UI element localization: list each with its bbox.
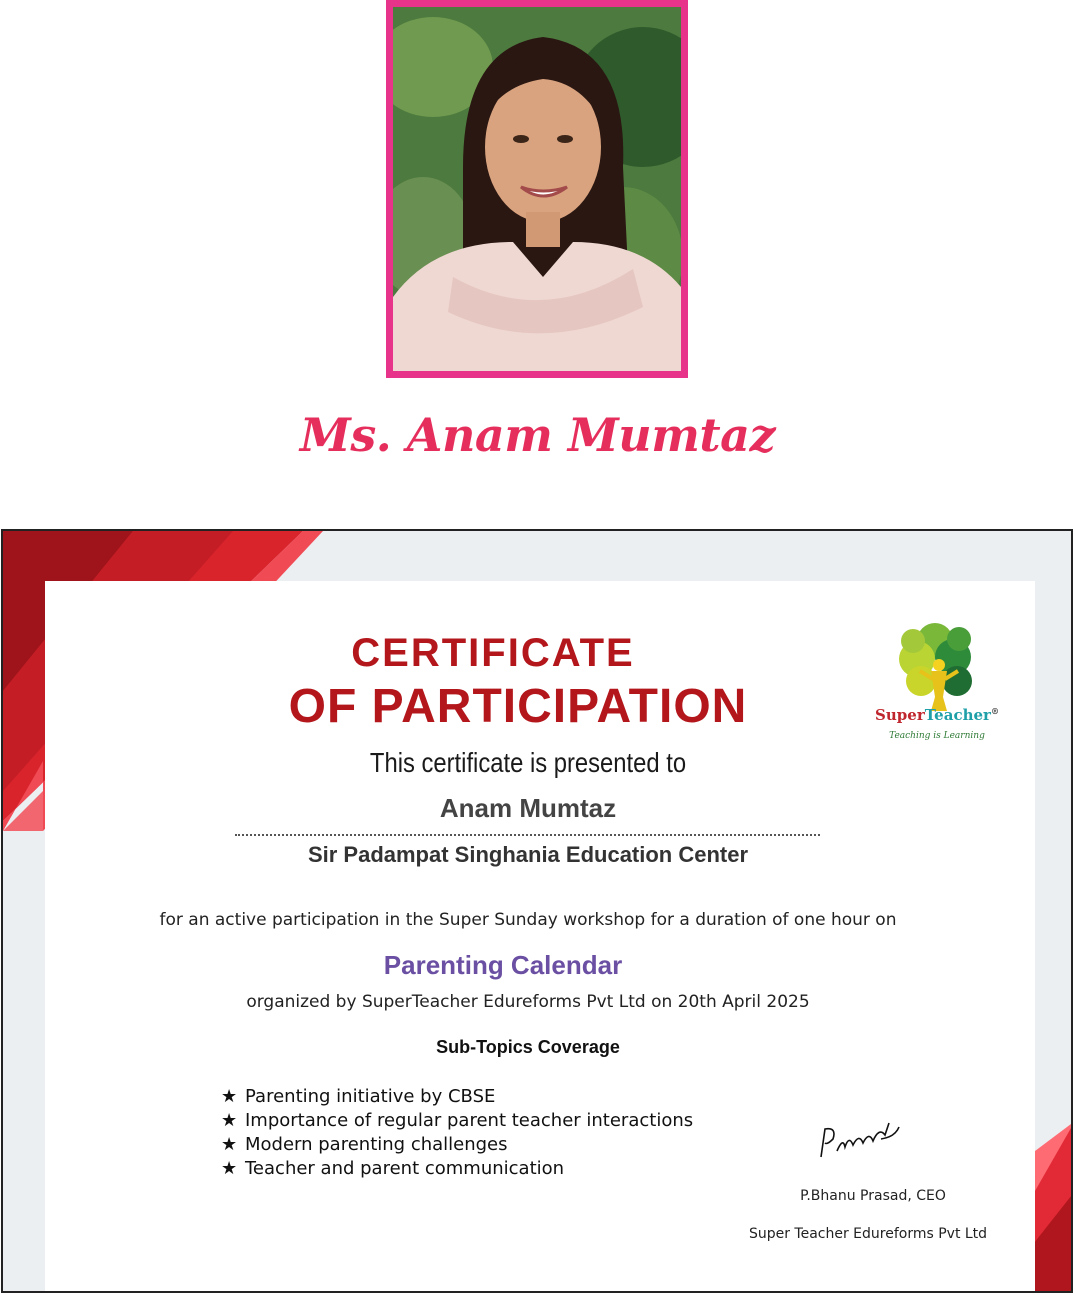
- name-divider: [235, 834, 820, 836]
- recipient-name: Anam Mumtaz: [439, 793, 617, 823]
- star-icon: ★: [221, 1086, 238, 1107]
- list-item: [221, 1157, 693, 1181]
- subtopic-text: Modern parenting challenges: [245, 1134, 508, 1155]
- signature-icon: [815, 1117, 905, 1163]
- workshop-topic: Parenting Calendar: [383, 950, 623, 980]
- star-icon: ★: [221, 1158, 238, 1179]
- registered-mark: ®: [990, 706, 999, 716]
- list-item: [221, 1109, 693, 1133]
- subtopic-text: Teacher and parent communication: [245, 1158, 565, 1179]
- logo-brand: [875, 706, 999, 724]
- certificate-title-line1: CERTIFICATE: [351, 631, 635, 675]
- profile-photo: [386, 0, 688, 378]
- certificate: [1, 529, 1073, 1293]
- institution-name: Sir Padampat Singhania Education Center: [307, 842, 749, 867]
- star-icon: ★: [221, 1110, 238, 1131]
- certificate-title-line2: OF PARTICIPATION: [288, 680, 748, 733]
- logo-brand-part2: Teacher: [924, 706, 991, 724]
- list-item: [221, 1133, 693, 1157]
- star-icon: ★: [221, 1134, 238, 1155]
- tree-logo-icon: [875, 619, 1005, 749]
- portrait-photo-icon: [393, 7, 681, 371]
- subtopics-list: [221, 1085, 693, 1181]
- profile-name: Ms. Anam Mumtaz: [299, 408, 776, 462]
- subtopic-text: Importance of regular parent teacher interactions: [245, 1110, 694, 1131]
- logo-tagline: Teaching is Learning: [889, 731, 985, 741]
- organized-by-text: organized by SuperTeacher Edureforms Pvt Ltd on 20th April 2025: [246, 992, 810, 1012]
- logo-brand-part1: Super: [875, 706, 925, 724]
- list-item: [221, 1085, 693, 1109]
- presented-to-text: This certificate is presented to: [369, 747, 687, 778]
- subtopics-heading: Sub-Topics Coverage: [436, 1037, 620, 1057]
- signatory-organization: Super Teacher Edureforms Pvt Ltd: [748, 1226, 988, 1242]
- subtopic-text: Parenting initiative by CBSE: [245, 1086, 496, 1107]
- signatory-name: P.Bhanu Prasad, CEO: [800, 1188, 946, 1204]
- participation-text: for an active participation in the Super Sunday workshop for a duration of one hour on: [159, 910, 897, 930]
